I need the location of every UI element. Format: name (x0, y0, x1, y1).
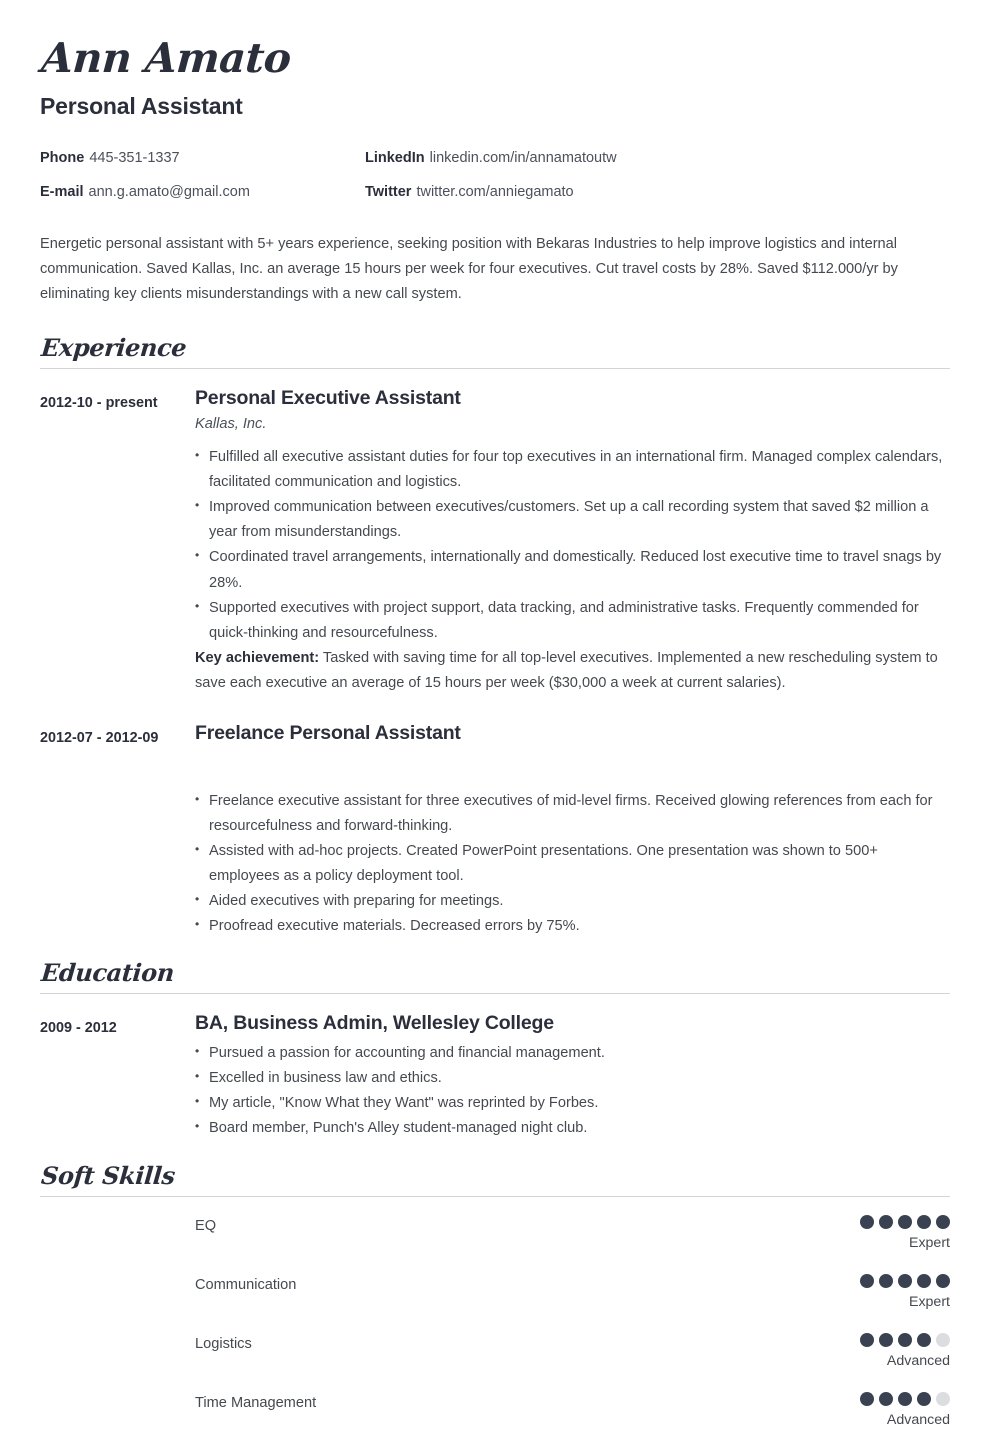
skill-rating-dots (830, 1274, 950, 1288)
candidate-name: Ann Amato (39, 34, 293, 82)
skill-level-label: Expert (908, 1293, 950, 1310)
contact-email (40, 184, 365, 201)
key-achievement (195, 646, 950, 696)
list-item: • Supported executives with project support, data tracking, and administrative tasks. Frequently commended for quick-thinking and resourcefulness. (195, 596, 950, 646)
section-education-title: Education (40, 957, 176, 987)
experience-body (195, 722, 950, 940)
experience-dates: 2012-10 - present (40, 395, 158, 412)
contact-email-label: E-mail (40, 184, 84, 201)
list-item: • Freelance executive assistant for three executives of mid-level firms. Received glowing references from each for resourcefulness and forward-thinking. (195, 789, 950, 839)
section-education (40, 958, 950, 1141)
rating-dot-filled (917, 1274, 931, 1288)
experience-company: Kallas, Inc. (195, 416, 267, 433)
contact-phone-value: 445-351-1337 (89, 150, 180, 166)
rating-dot-filled (860, 1392, 874, 1406)
rating-dot-filled (936, 1274, 950, 1288)
education-bullets (195, 1041, 950, 1141)
rating-dot-filled (879, 1274, 893, 1288)
skill-rating (830, 1333, 950, 1370)
contact-twitter-value[interactable]: twitter.com/anniegamato (416, 184, 574, 201)
professional-summary: Energetic personal assistant with 5+ years experience, seeking position with Bekaras Industries to help improve logistics and internal communication. Saved Kallas, Inc. an average 15 hours per week for four executives. Cut travel costs by 28%. Saved $112.000/yr by eliminating key clients misunderstandings with a new call system. (40, 235, 898, 302)
section-divider (40, 993, 950, 994)
rating-dot-filled (860, 1274, 874, 1288)
skill-level-label: Advanced (886, 1353, 950, 1369)
rating-dot-filled (898, 1274, 912, 1288)
education-dates: 2009 - 2012 (40, 1019, 117, 1036)
skill-name: Time Management (195, 1395, 317, 1412)
contact-linkedin (365, 150, 950, 167)
section-education-head (40, 958, 950, 994)
experience-entry (40, 722, 950, 940)
education-degree: BA, Business Admin, Wellesley College (195, 1011, 554, 1034)
skill-level-label: Advanced (886, 1412, 950, 1429)
key-achievement-label: Key achievement: (195, 649, 320, 666)
rating-dot-filled (936, 1215, 950, 1229)
contact-twitter-label: Twitter (365, 184, 412, 201)
experience-entry (40, 387, 950, 696)
rating-dot-filled (879, 1333, 893, 1347)
contact-linkedin-label: LinkedIn (365, 150, 425, 166)
rating-dot-filled (879, 1392, 893, 1406)
education-entry (40, 1012, 950, 1141)
contact-details (40, 150, 950, 202)
skill-row (40, 1215, 950, 1252)
rating-dot-empty (936, 1333, 950, 1347)
skill-name: Communication (195, 1276, 297, 1293)
rating-dot-filled (917, 1215, 931, 1229)
section-divider (40, 368, 950, 369)
skill-row (40, 1274, 950, 1311)
contact-linkedin-value[interactable]: linkedin.com/in/annamatoutw (429, 150, 617, 166)
experience-job-title: Freelance Personal Assistant (195, 722, 461, 744)
education-body (195, 1012, 950, 1141)
rating-dot-filled (860, 1333, 874, 1347)
contact-email-value[interactable]: ann.g.amato@gmail.com (88, 184, 250, 201)
skill-rating-dots (830, 1215, 950, 1229)
skill-rating (830, 1274, 950, 1311)
list-item: • Aided executives with preparing for meetings. (195, 889, 950, 914)
section-experience-title: Experience (40, 333, 188, 363)
skill-level-label: Expert (908, 1234, 950, 1251)
key-achievement-text: Tasked with saving time for all top-level executives. Implemented a new rescheduling system to save each executive an average of 15 hours per week ($30,000 a week at current salaries). (195, 649, 938, 691)
rating-dot-filled (898, 1333, 912, 1347)
rating-dot-filled (898, 1392, 912, 1406)
skill-name: Logistics (195, 1336, 252, 1352)
section-experience (40, 333, 950, 940)
list-item: • Coordinated travel arrangements, internationally and domestically. Reduced lost executive time to travel snags by 28%. (195, 545, 950, 595)
experience-bullets (195, 789, 950, 940)
rating-dot-filled (917, 1392, 931, 1406)
list-item: • Improved communication between executives/customers. Set up a call recording system that saved $2 million a year from misunderstandings. (195, 495, 950, 545)
experience-body (195, 387, 950, 696)
list-item: • Board member, Punch's Alley student-managed night club. (195, 1116, 950, 1141)
list-item: • Proofread executive materials. Decreased errors by 75%. (195, 914, 950, 939)
candidate-job-title: Personal Assistant (40, 93, 243, 119)
rating-dot-filled (879, 1215, 893, 1229)
experience-bullets (195, 445, 950, 646)
list-item: • Fulfilled all executive assistant duties for four top executives in an international firm. Managed complex calendars, facilitated communication and logistics. (195, 445, 950, 495)
list-item: • Pursued a passion for accounting and financial management. (195, 1041, 950, 1066)
section-divider (40, 1196, 950, 1197)
skill-rating-dots (830, 1333, 950, 1347)
experience-job-title: Personal Executive Assistant (195, 387, 461, 410)
list-item: • Assisted with ad-hoc projects. Created PowerPoint presentations. One presentation was shown to 500+ employees as a policy deployment tool. (195, 839, 950, 889)
resume-header (39, 34, 950, 120)
contact-twitter (365, 184, 950, 201)
experience-company (195, 751, 950, 781)
rating-dot-filled (898, 1215, 912, 1229)
skill-rating (830, 1392, 950, 1429)
soft-skills-list (40, 1215, 950, 1429)
list-item: • Excelled in business law and ethics. (195, 1066, 950, 1091)
experience-dates: 2012-07 - 2012-09 (40, 730, 159, 746)
rating-dot-filled (860, 1215, 874, 1229)
skill-name: EQ (195, 1217, 217, 1234)
skill-row (40, 1333, 950, 1370)
rating-dot-filled (917, 1333, 931, 1347)
section-soft-skills (40, 1161, 950, 1429)
section-soft-skills-title: Soft Skills (40, 1160, 177, 1190)
section-soft-skills-head (40, 1161, 950, 1197)
contact-phone (40, 150, 365, 167)
skill-rating-dots (830, 1392, 950, 1406)
skill-row (40, 1392, 950, 1429)
list-item: • My article, "Know What they Want" was reprinted by Forbes. (195, 1091, 950, 1116)
rating-dot-empty (936, 1392, 950, 1406)
section-experience-head (40, 333, 950, 369)
contact-phone-label: Phone (40, 150, 85, 166)
skill-rating (830, 1215, 950, 1252)
